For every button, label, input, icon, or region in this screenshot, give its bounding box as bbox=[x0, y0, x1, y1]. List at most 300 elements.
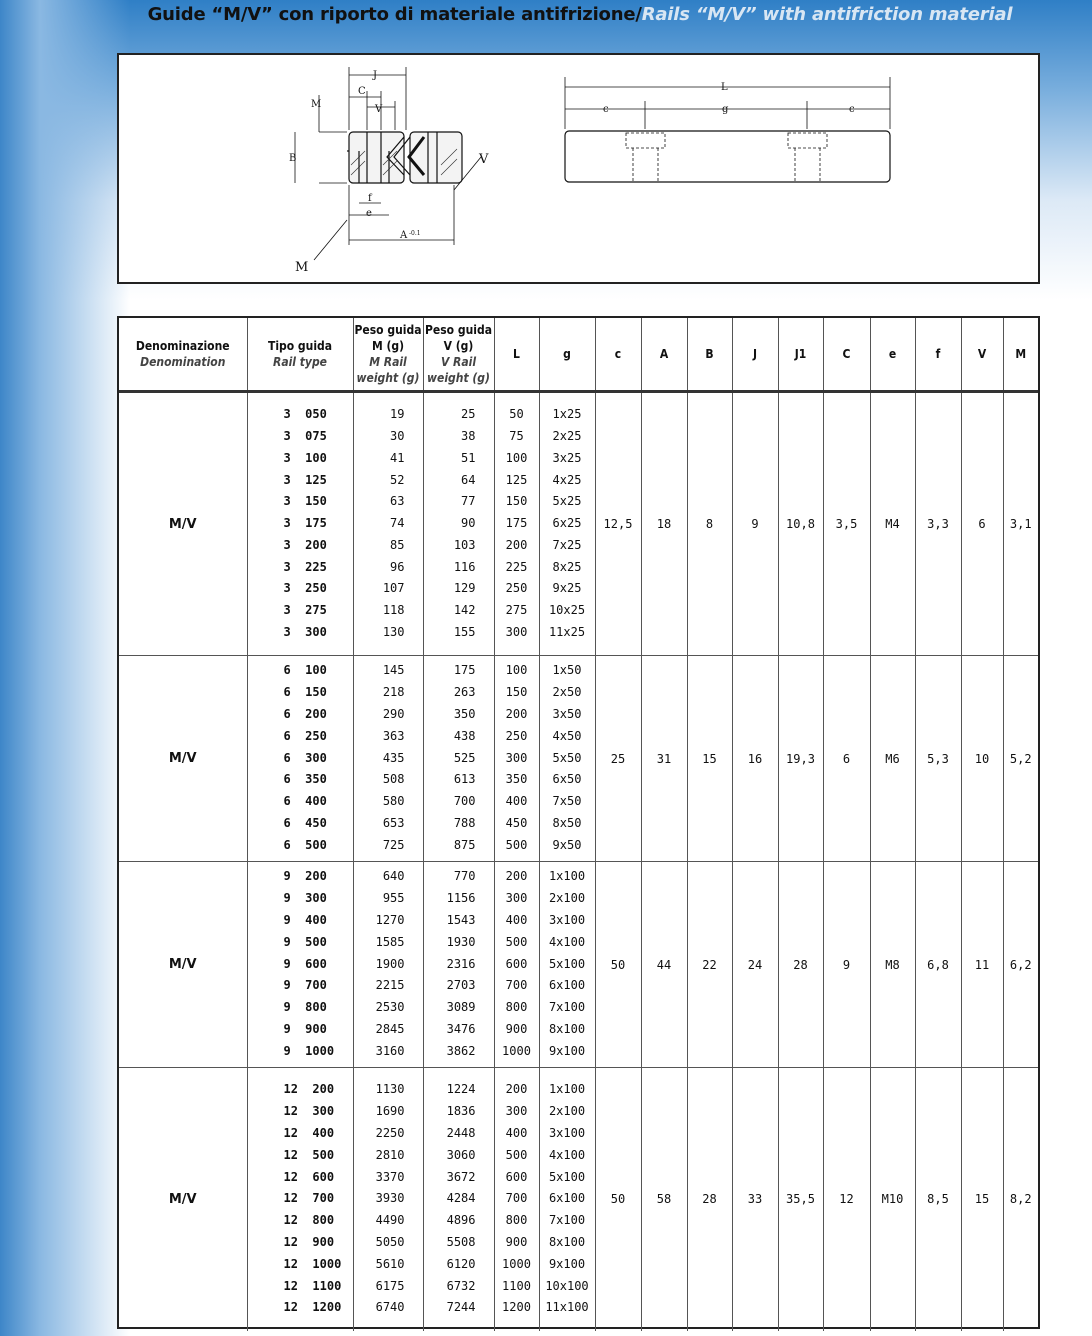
weight-m-value: 3370 bbox=[375, 1169, 405, 1184]
header-weight-v bbox=[423, 318, 494, 392]
specification-table-frame bbox=[117, 316, 1040, 1329]
weight-m-value: 1690 bbox=[375, 1104, 405, 1119]
rail-type-value: 3 200 bbox=[283, 537, 327, 552]
weight-m-value: 3160 bbox=[375, 1043, 405, 1058]
length-value: 800 bbox=[505, 1000, 528, 1015]
pitch-value: 2x50 bbox=[552, 685, 582, 700]
header-J: J bbox=[732, 318, 778, 392]
length-value: 250 bbox=[505, 581, 528, 596]
group-3 bbox=[119, 1068, 1038, 1331]
weight-m-list bbox=[354, 866, 423, 1062]
pitch-value: 8x100 bbox=[548, 1021, 586, 1036]
length-value: 200 bbox=[505, 707, 528, 721]
rail-type-value: 3 300 bbox=[283, 625, 327, 640]
rail-type-value: 3 275 bbox=[283, 603, 327, 618]
rail-type-value: 9 700 bbox=[283, 978, 327, 993]
pitch-value: 10x100 bbox=[545, 1278, 589, 1293]
header-C: C bbox=[823, 318, 870, 392]
rail-type-value: 12 500 bbox=[283, 1147, 335, 1162]
cell-M: 5,2 bbox=[1003, 656, 1038, 862]
weight-m-list bbox=[354, 660, 423, 856]
weight-v-cell bbox=[423, 392, 494, 656]
weight-v-value: 38 bbox=[461, 428, 476, 443]
dim-label-M-top: M bbox=[311, 99, 322, 110]
L-cell bbox=[494, 1068, 539, 1331]
weight-m-value: 118 bbox=[382, 603, 405, 618]
length-value: 50 bbox=[509, 407, 524, 422]
rail-side-view bbox=[565, 131, 890, 182]
pitch-value: 8x50 bbox=[552, 815, 582, 830]
pitch-value: 2x25 bbox=[552, 428, 582, 443]
weight-v-value: 103 bbox=[453, 537, 476, 552]
rail-type-value: 12 200 bbox=[283, 1082, 335, 1097]
weight-m-value: 19 bbox=[390, 407, 405, 422]
weight-m-cell bbox=[353, 1068, 423, 1331]
title-english: Rails “M/V” with antifriction material bbox=[641, 4, 1013, 25]
denomination-cell: M/V bbox=[119, 862, 247, 1068]
weight-v-list bbox=[424, 404, 494, 644]
pitch-list bbox=[540, 866, 595, 1062]
weight-m-value: 63 bbox=[390, 494, 405, 509]
length-value: 1200 bbox=[502, 1300, 531, 1315]
pitch-value: 7x50 bbox=[552, 794, 582, 809]
length-value: 100 bbox=[505, 663, 528, 678]
weight-v-value: 51 bbox=[461, 450, 476, 465]
header-weight-v-it1: Peso guida bbox=[425, 323, 492, 337]
pitch-value: 5x100 bbox=[548, 1169, 586, 1184]
table-row bbox=[119, 656, 1038, 862]
header-denomination bbox=[119, 318, 247, 392]
cell-B: 8 bbox=[687, 392, 732, 656]
length-value: 275 bbox=[505, 603, 528, 618]
cell-f: 3,3 bbox=[915, 392, 961, 656]
weight-v-value: 5508 bbox=[446, 1234, 476, 1249]
pitch-value: 2x100 bbox=[548, 1104, 586, 1119]
pitch-value: 11x25 bbox=[548, 625, 586, 640]
g-cell bbox=[539, 656, 595, 862]
weight-v-value: 3672 bbox=[446, 1169, 476, 1184]
weight-v-value: 2316 bbox=[446, 956, 476, 971]
weight-v-value: 25 bbox=[461, 407, 476, 422]
rail-type-value: 3 175 bbox=[283, 516, 327, 531]
length-value: 500 bbox=[505, 934, 528, 949]
length-value: 300 bbox=[505, 625, 528, 640]
weight-m-value: 130 bbox=[382, 625, 405, 640]
weight-m-value: 30 bbox=[390, 428, 405, 443]
weight-m-value: 725 bbox=[382, 837, 405, 852]
pitch-value: 6x50 bbox=[552, 772, 582, 787]
weight-m-value: 2250 bbox=[375, 1125, 405, 1140]
header-M: M bbox=[1003, 318, 1038, 392]
rail-type-value: 9 1000 bbox=[283, 1043, 335, 1058]
weight-v-value: 263 bbox=[453, 685, 476, 700]
rail-type-value: 3 225 bbox=[283, 559, 327, 574]
length-value: 200 bbox=[505, 869, 528, 884]
weight-v-value: 4284 bbox=[446, 1191, 476, 1206]
cell-J: 16 bbox=[732, 656, 778, 862]
cell-f: 6,8 bbox=[915, 862, 961, 1068]
table-row bbox=[119, 392, 1038, 656]
weight-v-value: 1224 bbox=[446, 1082, 476, 1097]
length-list bbox=[495, 660, 539, 856]
rail-type-value: 9 400 bbox=[283, 913, 327, 927]
weight-v-value: 64 bbox=[461, 472, 476, 487]
rail-type-value: 9 300 bbox=[283, 891, 327, 906]
weight-v-list bbox=[424, 866, 494, 1062]
dim-label-c-left: c bbox=[603, 104, 609, 115]
pitch-value: 7x100 bbox=[548, 1000, 586, 1015]
cell-A: 58 bbox=[641, 1068, 687, 1331]
weight-m-value: 4490 bbox=[375, 1213, 405, 1228]
cell-V: 11 bbox=[961, 862, 1003, 1068]
rail-type-cell bbox=[247, 656, 353, 862]
length-value: 150 bbox=[505, 685, 528, 700]
rail-type-cell bbox=[247, 862, 353, 1068]
length-value: 500 bbox=[505, 837, 528, 852]
pitch-value: 4x100 bbox=[548, 1147, 586, 1162]
pitch-value: 5x50 bbox=[552, 750, 582, 765]
length-value: 225 bbox=[505, 559, 528, 574]
pitch-value: 7x25 bbox=[552, 537, 582, 552]
length-value: 1000 bbox=[502, 1256, 531, 1271]
pitch-value: 8x100 bbox=[548, 1234, 586, 1249]
cell-e: M10 bbox=[870, 1068, 915, 1331]
header-weight-m bbox=[353, 318, 423, 392]
rail-type-value: 6 500 bbox=[283, 837, 327, 852]
specification-table bbox=[119, 318, 1038, 1331]
weight-m-value: 2530 bbox=[375, 1000, 405, 1015]
length-value: 250 bbox=[505, 728, 528, 743]
weight-v-value: 3089 bbox=[446, 1000, 476, 1015]
header-B: B bbox=[687, 318, 732, 392]
header-J1: J1 bbox=[778, 318, 823, 392]
length-value: 200 bbox=[505, 537, 528, 552]
cell-A: 44 bbox=[641, 862, 687, 1068]
drawing-svg bbox=[119, 55, 1038, 282]
length-value: 200 bbox=[505, 1082, 528, 1097]
cell-A: 18 bbox=[641, 392, 687, 656]
pitch-value: 4x50 bbox=[552, 728, 582, 743]
cell-C: 9 bbox=[823, 862, 870, 1068]
cell-B: 15 bbox=[687, 656, 732, 862]
pitch-value: 1x100 bbox=[548, 1082, 586, 1097]
length-value: 350 bbox=[505, 772, 528, 787]
length-value: 175 bbox=[505, 516, 528, 531]
denomination-cell: M/V bbox=[119, 656, 247, 862]
L-cell bbox=[494, 656, 539, 862]
cell-J1: 10,8 bbox=[778, 392, 823, 656]
length-value: 100 bbox=[505, 450, 528, 465]
header-weight-v-it2: V (g) bbox=[443, 339, 474, 353]
cell-V: 15 bbox=[961, 1068, 1003, 1331]
weight-v-value: 129 bbox=[453, 581, 476, 596]
cell-J: 24 bbox=[732, 862, 778, 1068]
pitch-value: 4x100 bbox=[548, 934, 586, 949]
length-value: 900 bbox=[505, 1234, 528, 1249]
pitch-value: 10x25 bbox=[548, 603, 586, 618]
cell-c: 12,5 bbox=[595, 392, 641, 656]
cell-J1: 19,3 bbox=[778, 656, 823, 862]
weight-v-value: 1930 bbox=[446, 934, 476, 949]
header-weight-m-it2: M (g) bbox=[371, 339, 405, 353]
weight-v-cell bbox=[423, 862, 494, 1068]
rail-type-value: 6 250 bbox=[283, 728, 327, 743]
weight-v-value: 77 bbox=[461, 494, 476, 509]
length-value: 300 bbox=[505, 891, 528, 906]
rail-type-value: 6 150 bbox=[283, 685, 327, 700]
weight-m-value: 3930 bbox=[375, 1191, 405, 1206]
pitch-value: 6x100 bbox=[548, 1191, 586, 1206]
cell-c: 25 bbox=[595, 656, 641, 862]
dim-label-C: C bbox=[358, 86, 366, 97]
weight-v-value: 90 bbox=[461, 516, 476, 531]
rail-type-value: 9 200 bbox=[283, 869, 327, 884]
weight-m-value: 145 bbox=[382, 663, 405, 678]
page-background-left bbox=[0, 0, 130, 1336]
weight-v-list bbox=[424, 660, 494, 856]
weight-v-value: 1543 bbox=[446, 913, 476, 927]
rail-type-value: 3 250 bbox=[283, 581, 327, 596]
cell-e: M4 bbox=[870, 392, 915, 656]
pitch-list bbox=[540, 1079, 595, 1319]
length-value: 1000 bbox=[502, 1043, 531, 1058]
rail-type-value: 12 1100 bbox=[283, 1278, 342, 1293]
table-row bbox=[119, 1068, 1038, 1331]
length-value: 450 bbox=[505, 815, 528, 830]
weight-m-value: 85 bbox=[390, 537, 405, 552]
rail-type-value: 3 075 bbox=[283, 428, 327, 443]
length-value: 75 bbox=[509, 428, 524, 443]
pitch-value: 3x50 bbox=[552, 707, 582, 721]
rail-type-value: 3 125 bbox=[283, 472, 327, 487]
cell-A: 31 bbox=[641, 656, 687, 862]
weight-m-value: 5050 bbox=[375, 1234, 405, 1249]
pitch-value: 1x100 bbox=[548, 869, 586, 884]
cell-J: 33 bbox=[732, 1068, 778, 1331]
weight-v-value: 1836 bbox=[446, 1104, 476, 1119]
cell-V: 10 bbox=[961, 656, 1003, 862]
weight-v-value: 788 bbox=[453, 815, 476, 830]
length-value: 500 bbox=[505, 1147, 528, 1162]
length-value: 700 bbox=[505, 978, 528, 993]
cell-c: 50 bbox=[595, 862, 641, 1068]
cell-J1: 35,5 bbox=[778, 1068, 823, 1331]
rail-type-value: 6 100 bbox=[283, 663, 327, 678]
header-weight-m-it1: Peso guida bbox=[354, 323, 422, 337]
pitch-value: 1x25 bbox=[552, 407, 582, 422]
L-cell bbox=[494, 862, 539, 1068]
header-weight-v-en1: V Rail bbox=[440, 355, 477, 369]
weight-v-list bbox=[424, 1079, 494, 1319]
length-list bbox=[495, 404, 539, 644]
rail-type-value: 12 900 bbox=[283, 1234, 335, 1249]
technical-drawing bbox=[117, 53, 1040, 284]
weight-m-value: 5610 bbox=[375, 1256, 405, 1271]
cell-c: 50 bbox=[595, 1068, 641, 1331]
weight-m-value: 2810 bbox=[375, 1147, 405, 1162]
dim-label-L: L bbox=[721, 82, 728, 93]
weight-v-value: 1156 bbox=[446, 891, 476, 906]
rail-type-value: 3 050 bbox=[283, 407, 327, 422]
dim-label-g: g bbox=[722, 104, 729, 115]
rail-type-value: 9 500 bbox=[283, 934, 327, 949]
dim-label-c-right: c bbox=[849, 104, 855, 115]
weight-m-value: 653 bbox=[382, 815, 405, 830]
denomination-cell: M/V bbox=[119, 1068, 247, 1331]
dim-label-V-side: V bbox=[479, 152, 489, 167]
pitch-value: 2x100 bbox=[548, 891, 586, 906]
weight-v-value: 116 bbox=[453, 559, 476, 574]
length-value: 400 bbox=[505, 913, 528, 927]
weight-m-value: 363 bbox=[382, 728, 405, 743]
weight-m-value: 580 bbox=[382, 794, 405, 809]
length-value: 800 bbox=[505, 1213, 528, 1228]
weight-m-value: 41 bbox=[390, 450, 405, 465]
rail-type-list bbox=[248, 866, 353, 1062]
rail-type-value: 12 600 bbox=[283, 1169, 335, 1184]
header-denomination-en: Denomination bbox=[140, 355, 226, 369]
dim-label-A-tolerance: -0.1 bbox=[409, 230, 421, 237]
weight-m-value: 2845 bbox=[375, 1021, 405, 1036]
length-list bbox=[495, 1079, 539, 1319]
header-V: V bbox=[961, 318, 1003, 392]
rail-type-value: 12 1000 bbox=[283, 1256, 342, 1271]
pitch-value: 9x25 bbox=[552, 581, 582, 596]
table-row bbox=[119, 862, 1038, 1068]
header-e: e bbox=[870, 318, 915, 392]
length-list bbox=[495, 866, 539, 1062]
cell-C: 3,5 bbox=[823, 392, 870, 656]
g-cell bbox=[539, 392, 595, 656]
cell-e: M6 bbox=[870, 656, 915, 862]
weight-v-value: 6120 bbox=[446, 1256, 476, 1271]
weight-m-value: 6175 bbox=[375, 1278, 405, 1293]
weight-m-value: 107 bbox=[382, 581, 405, 596]
weight-m-list bbox=[354, 404, 423, 644]
group-2 bbox=[119, 862, 1038, 1068]
g-cell bbox=[539, 1068, 595, 1331]
rail-type-value: 12 800 bbox=[283, 1213, 335, 1228]
cell-J: 9 bbox=[732, 392, 778, 656]
rail-type-list bbox=[248, 1079, 353, 1319]
header-denomination-it: Denominazione bbox=[135, 339, 230, 353]
weight-v-value: 155 bbox=[453, 625, 476, 640]
cell-J1: 28 bbox=[778, 862, 823, 1068]
cell-C: 12 bbox=[823, 1068, 870, 1331]
title-italian: Guide “M/V” con riporto di materiale antifrizione/ bbox=[147, 4, 642, 25]
weight-m-list bbox=[354, 1079, 423, 1319]
weight-v-value: 3060 bbox=[446, 1147, 476, 1162]
header-weight-v-en2: weight (g) bbox=[427, 371, 490, 385]
weight-m-value: 1585 bbox=[375, 934, 405, 949]
rail-type-value: 3 100 bbox=[283, 450, 327, 465]
rail-type-value: 6 450 bbox=[283, 815, 327, 830]
cell-f: 5,3 bbox=[915, 656, 961, 862]
rail-type-cell bbox=[247, 392, 353, 656]
weight-v-value: 175 bbox=[453, 663, 476, 678]
dim-label-A: A bbox=[400, 230, 408, 241]
header-rail-type-it: Tipo guida bbox=[267, 339, 333, 353]
header-f: f bbox=[915, 318, 961, 392]
page-title bbox=[0, 4, 1092, 25]
cell-e: M8 bbox=[870, 862, 915, 1068]
rail-type-list bbox=[248, 404, 353, 644]
header-A: A bbox=[641, 318, 687, 392]
weight-m-value: 6740 bbox=[375, 1300, 405, 1315]
header-g: g bbox=[539, 318, 595, 392]
pitch-value: 9x50 bbox=[552, 837, 582, 852]
pitch-value: 3x100 bbox=[548, 1125, 586, 1140]
rail-type-value: 6 200 bbox=[283, 707, 327, 721]
weight-v-value: 3476 bbox=[446, 1021, 476, 1036]
cell-M: 8,2 bbox=[1003, 1068, 1038, 1331]
rail-type-cell bbox=[247, 1068, 353, 1331]
length-value: 150 bbox=[505, 494, 528, 509]
dim-label-f: f bbox=[368, 193, 372, 204]
g-cell bbox=[539, 862, 595, 1068]
weight-m-value: 218 bbox=[382, 685, 405, 700]
weight-v-value: 875 bbox=[453, 837, 476, 852]
weight-v-value: 3862 bbox=[446, 1043, 476, 1058]
weight-v-value: 700 bbox=[453, 794, 476, 809]
rail-type-value: 12 300 bbox=[283, 1104, 335, 1119]
weight-v-value: 142 bbox=[453, 603, 476, 618]
pitch-value: 3x100 bbox=[548, 913, 586, 927]
cell-C: 6 bbox=[823, 656, 870, 862]
weight-m-cell bbox=[353, 392, 423, 656]
rail-type-value: 6 350 bbox=[283, 772, 327, 787]
rail-type-value: 12 1200 bbox=[283, 1300, 342, 1315]
dim-label-J: J bbox=[373, 70, 378, 81]
length-value: 600 bbox=[505, 956, 528, 971]
pitch-value: 9x100 bbox=[548, 1043, 586, 1058]
weight-m-value: 508 bbox=[382, 772, 405, 787]
weight-v-value: 350 bbox=[453, 707, 476, 721]
pitch-list bbox=[540, 660, 595, 856]
header-rail-type-en: Rail type bbox=[273, 355, 327, 369]
pitch-value: 5x25 bbox=[552, 494, 582, 509]
weight-m-value: 2215 bbox=[375, 978, 405, 993]
rail-type-value: 3 150 bbox=[283, 494, 327, 509]
cell-V: 6 bbox=[961, 392, 1003, 656]
dim-label-M-bottom: M bbox=[295, 260, 309, 275]
weight-v-value: 2703 bbox=[446, 978, 476, 993]
pitch-value: 4x25 bbox=[552, 472, 582, 487]
header-weight-m-en1: M Rail bbox=[369, 355, 407, 369]
weight-v-value: 2448 bbox=[446, 1125, 476, 1140]
cell-M: 6,2 bbox=[1003, 862, 1038, 1068]
weight-m-value: 955 bbox=[382, 891, 405, 906]
cell-M: 3,1 bbox=[1003, 392, 1038, 656]
weight-m-value: 1900 bbox=[375, 956, 405, 971]
length-value: 125 bbox=[505, 472, 528, 487]
weight-v-value: 6732 bbox=[446, 1278, 476, 1293]
pitch-value: 5x100 bbox=[548, 956, 586, 971]
weight-m-cell bbox=[353, 862, 423, 1068]
pitch-value: 1x50 bbox=[552, 663, 582, 678]
rail-cross-section bbox=[347, 132, 462, 183]
dim-label-V-top: V bbox=[375, 104, 383, 115]
cell-B: 28 bbox=[687, 1068, 732, 1331]
length-value: 900 bbox=[505, 1021, 528, 1036]
pitch-value: 3x25 bbox=[552, 450, 582, 465]
weight-v-value: 613 bbox=[453, 772, 476, 787]
weight-m-value: 52 bbox=[390, 472, 405, 487]
weight-m-cell bbox=[353, 656, 423, 862]
header-rail-type bbox=[247, 318, 353, 392]
rail-type-value: 9 900 bbox=[283, 1021, 327, 1036]
length-value: 1100 bbox=[502, 1278, 531, 1293]
